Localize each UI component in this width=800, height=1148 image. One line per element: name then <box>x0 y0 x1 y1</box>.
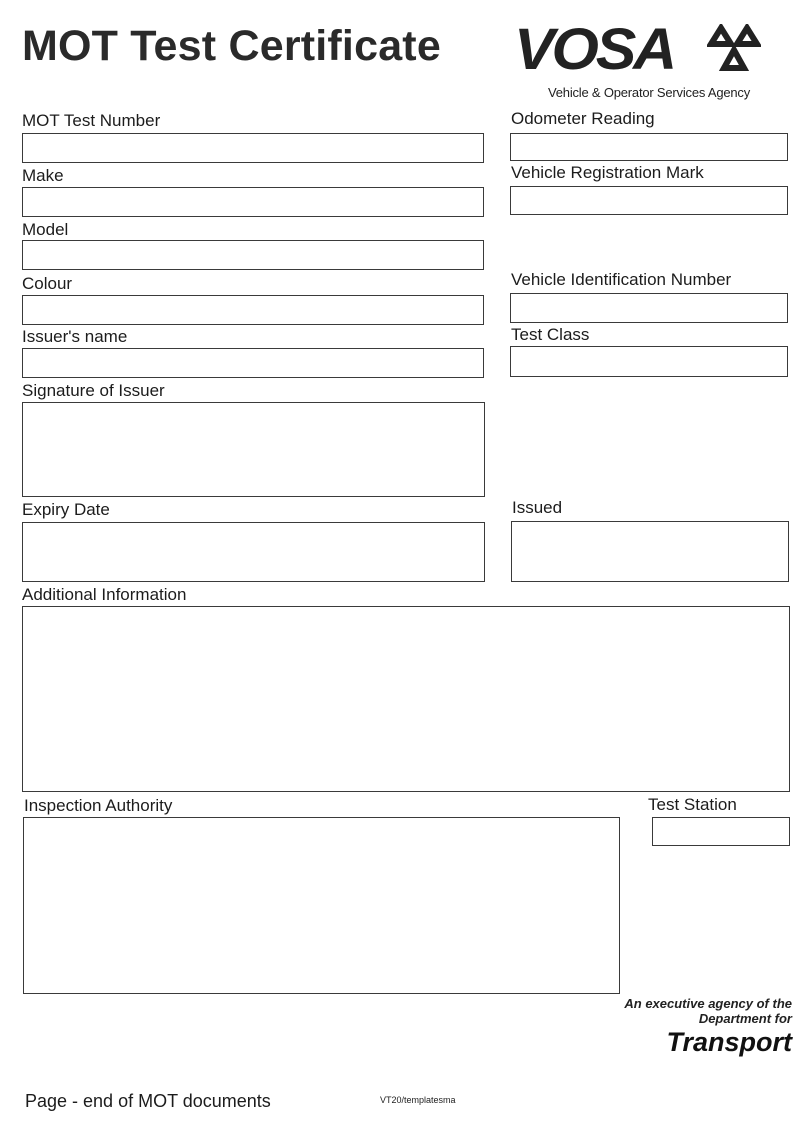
colour-label: Colour <box>22 274 73 293</box>
colour-field[interactable] <box>22 295 484 325</box>
issued-field[interactable] <box>511 521 789 582</box>
test-station-field[interactable] <box>652 817 790 846</box>
test-class-field[interactable] <box>510 346 788 377</box>
vosa-logo-text: VOSA <box>514 17 674 82</box>
dft-logo <box>560 996 792 1057</box>
form-reference: VT20/templatesma <box>380 1095 456 1105</box>
odometer-reading-label: Odometer Reading <box>511 109 655 128</box>
additional-information-label: Additional Information <box>22 585 187 604</box>
dft-line-2: Department for <box>698 1011 792 1026</box>
dft-transport-wordmark: Transport <box>666 1027 792 1057</box>
model-label: Model <box>22 220 69 239</box>
vehicle-identification-number-label: Vehicle Identification Number <box>511 270 732 289</box>
make-label: Make <box>22 166 64 185</box>
issuers-name-label: Issuer's name <box>22 327 128 346</box>
expiry-date-label: Expiry Date <box>22 500 110 519</box>
inspection-authority-label: Inspection Authority <box>24 796 173 815</box>
vehicle-identification-number-field[interactable] <box>510 293 788 323</box>
signature-of-issuer-label: Signature of Issuer <box>22 381 165 400</box>
model-field[interactable] <box>22 240 484 270</box>
expiry-date-field[interactable] <box>22 522 485 582</box>
additional-information-field[interactable] <box>22 606 790 792</box>
odometer-reading-field[interactable] <box>510 133 788 161</box>
mot-triangles-icon <box>707 24 761 74</box>
make-field[interactable] <box>22 187 484 217</box>
vehicle-registration-mark-field[interactable] <box>510 186 788 215</box>
dft-line-1: An executive agency of the <box>624 996 792 1011</box>
vosa-logo <box>514 17 764 82</box>
mot-test-number-label: MOT Test Number <box>22 111 161 130</box>
page-title: MOT Test Certificate <box>22 22 441 70</box>
mot-test-number-field[interactable] <box>22 133 484 163</box>
agency-name: Vehicle & Operator Services Agency <box>548 85 751 100</box>
test-station-label: Test Station <box>648 795 737 814</box>
issued-label: Issued <box>512 498 563 517</box>
test-class-label: Test Class <box>511 325 590 344</box>
footer-text: Page - end of MOT documents <box>25 1091 271 1111</box>
signature-of-issuer-field[interactable] <box>22 402 485 497</box>
vehicle-registration-mark-label: Vehicle Registration Mark <box>511 163 704 182</box>
issuers-name-field[interactable] <box>22 348 484 378</box>
inspection-authority-field[interactable] <box>23 817 620 994</box>
